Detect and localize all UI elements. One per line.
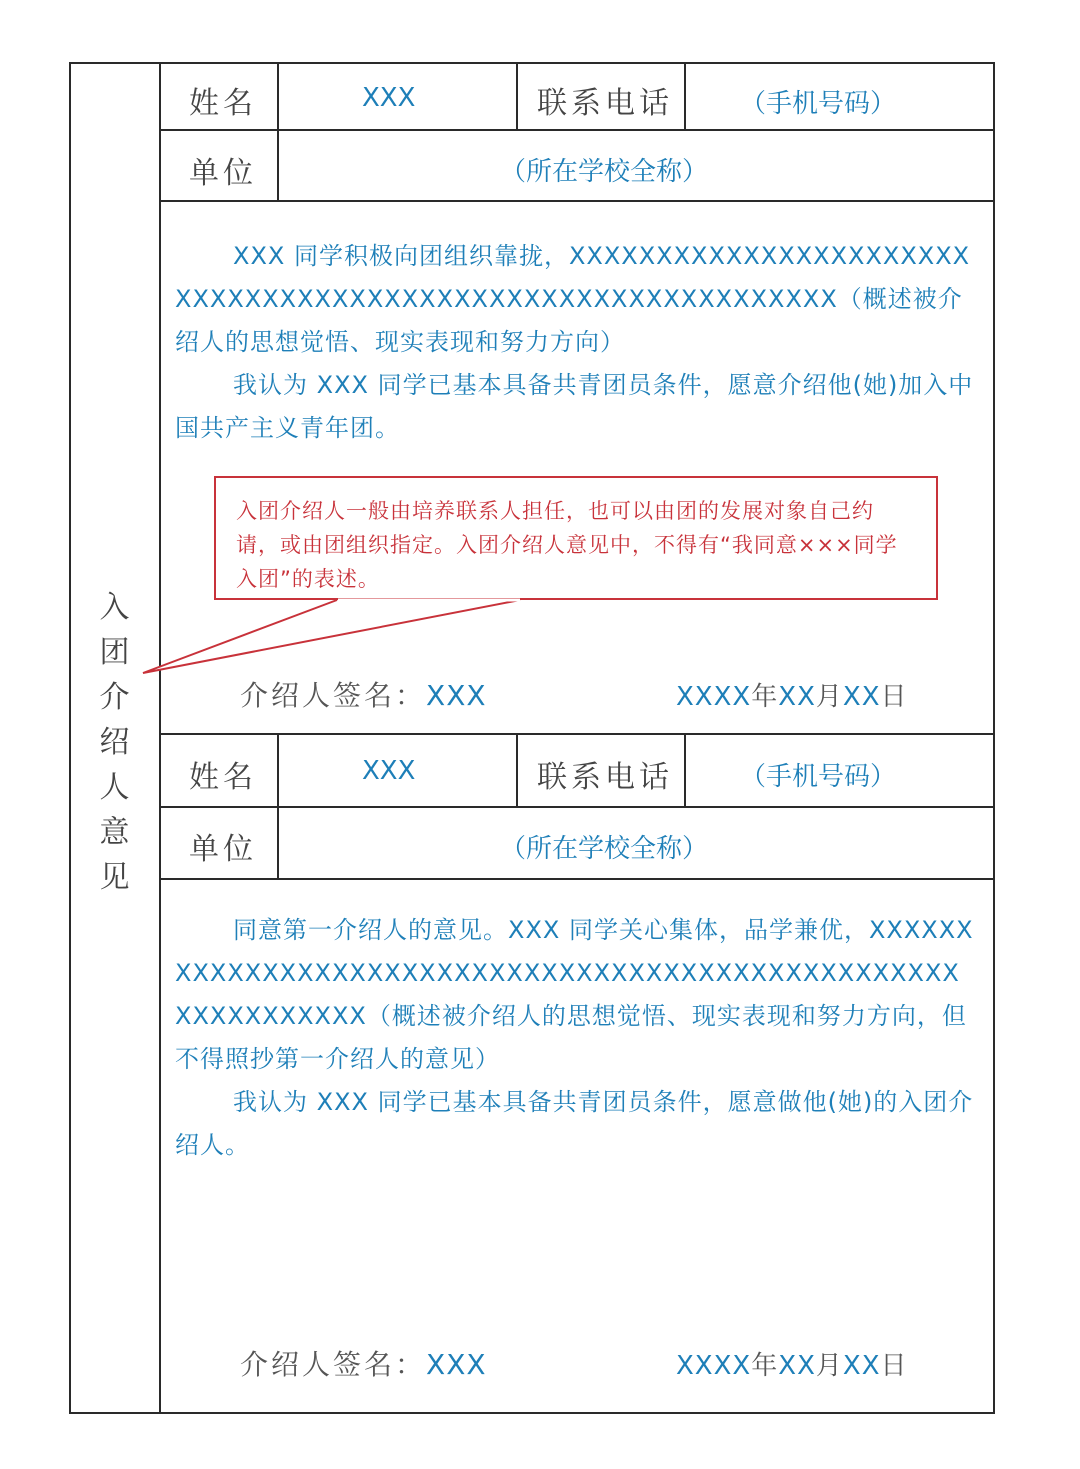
signature-value-1: XXX [426,679,487,712]
opinion-paragraph-1b: 我认为 XXX 同学已基本具备共青团员条件，愿意介绍他(她)加入中国共产主义青年团。 [175,371,974,442]
date-day-unit-1: 日 [880,682,908,712]
signature-value-2: XXX [426,1348,487,1381]
opinion-paragraph-1a: XXX 同学积极向团组织靠拢，XXXXXXXXXXXXXXXXXXXXXXXXXXXXXXXXXXXXXXXXXXXXXXXXXXXXXXXXXXXXX（概述被介绍人的思想觉悟、现实表现和努力方向） [175,242,971,356]
name-label-2: 姓名 [189,760,257,795]
date-2 [676,1345,908,1382]
date-year-unit-1: 年 [751,682,779,712]
unit-label-1: 单位 [189,156,257,191]
date-month-1: XX [778,682,816,712]
name-value-1: XXX [362,83,416,113]
side-label-char: 入 [99,590,130,625]
phone-value-1: （手机号码） [740,89,897,119]
date-month-2: XX [778,1351,816,1381]
date-day-unit-2: 日 [880,1351,908,1381]
date-year-2: XXXX [676,1351,752,1381]
signature-1 [240,674,487,714]
unit-label-2: 单位 [189,832,257,867]
signature-2 [240,1343,487,1383]
name-value-2: XXX [362,756,416,786]
side-label-char: 见 [99,860,130,895]
phone-label-1: 联系电话 [537,86,673,121]
opinion-text-2 [175,909,975,1167]
unit-value-1: （所在学校全称） [500,157,709,187]
signature-label-1: 介绍人签名： [240,679,427,712]
date-day-2: XX [842,1351,881,1381]
name-label-1: 姓名 [189,86,257,121]
opinion-paragraph-2a: 同意第一介绍人的意见。XXX 同学关心集体，品学兼优，XXXXXXXXXXXXXXXXXXXXXXXXXXXXXXXXXXXXXXXXXXXXXXXXXXXXXXXXXXXXXX（概述被介绍人的思想觉悟、现实表现和努力方向，但不得照抄第一介绍人的意见） [175,916,974,1073]
unit-value-2: （所在学校全称） [500,834,709,864]
date-1 [676,676,908,713]
side-label-char: 介 [99,680,130,715]
date-day-1: XX [842,682,881,712]
date-year-unit-2: 年 [751,1351,779,1381]
side-label-char: 团 [99,635,130,670]
date-year-1: XXXX [676,682,752,712]
side-label-char: 绍 [99,725,130,760]
signature-label-2: 介绍人签名： [240,1348,427,1381]
side-label-char: 意 [99,815,130,850]
date-month-unit-1: 月 [815,682,843,712]
side-label-char: 人 [99,770,130,805]
opinion-paragraph-2b: 我认为 XXX 同学已基本具备共青团员条件，愿意做他(她)的入团介绍人。 [175,1088,974,1159]
callout-text: 入团介绍人一般由培养联系人担任，也可以由团的发展对象自己约请，或由团组织指定。入团介绍人意见中，不得有“我同意×××同学入团”的表述。 [236,499,898,591]
date-month-unit-2: 月 [815,1351,843,1381]
phone-value-2: （手机号码） [740,762,897,792]
phone-label-2: 联系电话 [537,760,673,795]
